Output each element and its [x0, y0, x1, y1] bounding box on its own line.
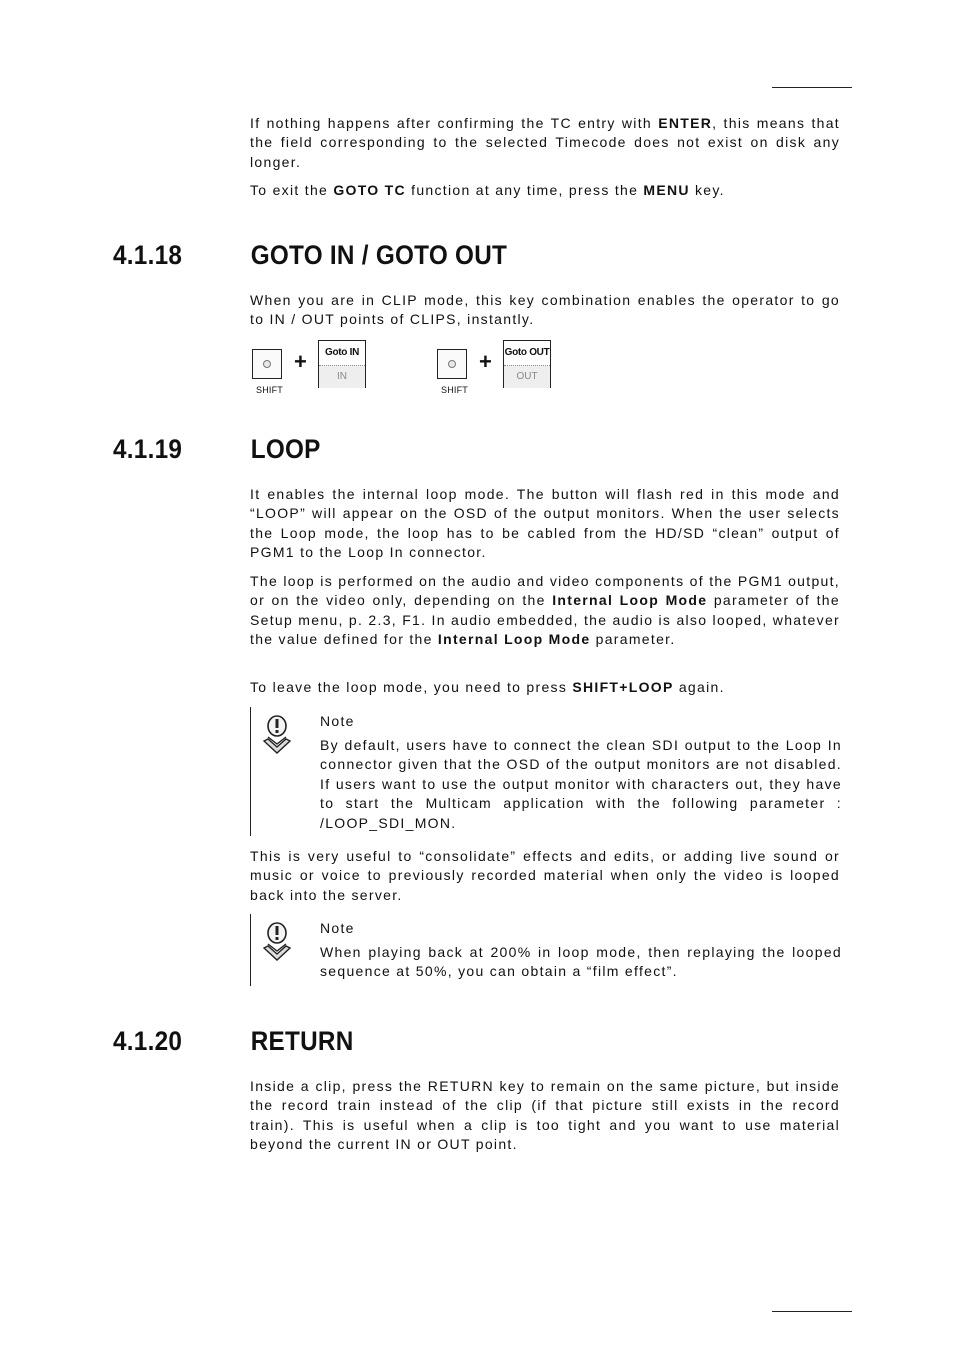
text: again. — [673, 679, 725, 695]
section-title: LOOP — [250, 434, 321, 464]
note-body: When playing back at 200% in loop mode, then replaying the looped sequence at 50%, you can obtain a “film effect”. — [320, 944, 842, 980]
section-title: GOTO IN / GOTO OUT — [250, 240, 508, 270]
goto-in-combination — [250, 340, 370, 396]
section-heading-4-1-19 — [113, 433, 743, 465]
header-rule — [772, 87, 852, 88]
section-title: RETURN — [250, 1026, 354, 1056]
loop-paragraph-3 — [250, 678, 840, 697]
intro-paragraph-1 — [250, 114, 840, 172]
goto-out-key-icon — [503, 340, 551, 388]
intro-paragraph-2 — [250, 181, 840, 200]
shift-key-label: SHIFT — [441, 385, 468, 395]
section-heading-4-1-20 — [113, 1025, 743, 1057]
shift-key-icon — [252, 349, 282, 379]
loop-paragraph-2 — [250, 572, 840, 650]
footer-rule — [772, 1311, 852, 1312]
shift-loop-text: SHIFT+LOOP — [572, 679, 674, 695]
key-top-label: Goto OUT — [504, 341, 550, 366]
note-bar — [250, 707, 251, 836]
internal-loop-mode-text: Internal Loop Mode — [552, 592, 708, 609]
key-top-label: Goto IN — [319, 341, 365, 366]
note-title: Note — [320, 920, 355, 936]
text: If nothing happens after confirming the TC entry with — [250, 115, 659, 131]
key-combination-illustration — [250, 340, 570, 396]
loop-paragraph-1: It enables the internal loop mode. The button will flash red in this mode and “LOOP” will appear on the OSD of the output monitors. When the user selects the Loop mode, the loop has to be cabled from the HD/SD “clean” output of PGM1 to the Loop In connector. — [250, 486, 840, 561]
plus-sign: + — [479, 349, 492, 374]
led-icon — [448, 360, 456, 368]
text: To exit the — [250, 182, 334, 198]
loop-paragraph-4: This is very useful to “consolidate” effects and edits, or adding live sound or music or voice to previously recorded material when only the video is looped back into the server. — [250, 848, 840, 903]
text: key. — [689, 182, 725, 198]
key-bottom-label: OUT — [504, 366, 550, 388]
enter-key-text: ENTER — [658, 115, 713, 131]
section-heading-4-1-18 — [113, 239, 743, 271]
note-bar — [250, 914, 251, 986]
shift-key-label: SHIFT — [256, 385, 283, 395]
note-box-1 — [250, 707, 842, 836]
goto-paragraph: When you are in CLIP mode, this key combination enables the operator to go to IN / OUT points of CLIPS, instantly. — [250, 292, 840, 328]
goto-tc-text: GOTO TC — [333, 182, 406, 198]
section-number: 4.1.18 — [113, 240, 183, 270]
menu-key-text: MENU — [643, 182, 690, 198]
note-box-2 — [250, 914, 842, 986]
text: , this means that the field corresponding to the selected Timecode does not exist on disk any longer. — [250, 115, 840, 170]
shift-key-icon — [437, 349, 467, 379]
text: To leave the loop mode, you need to press — [250, 679, 573, 695]
goto-in-key-icon — [318, 340, 366, 388]
note-body: By default, users have to connect the clean SDI output to the Loop In connector given that the OSD of the output monitors are not disabled. If users want to use the output monitor with characters out, they have to start the Multicam application with the following parameter : /LOOP_SDI_MON. — [320, 737, 842, 831]
section-number: 4.1.20 — [113, 1026, 183, 1056]
text: parameter. — [590, 631, 676, 648]
text: parameter of the Setup menu, p. 2.3, F1. In audio embedded, the audio is also looped, whatever the value defined for the — [250, 592, 840, 648]
note-icon — [260, 713, 296, 757]
key-bottom-label: IN — [319, 366, 365, 388]
return-paragraph: Inside a clip, press the RETURN key to remain on the same picture, but inside the record train instead of the clip (if that picture still exists in the record train). This is useful when a clip is too tight and you want to use material beyond the current IN or OUT point. — [250, 1078, 840, 1153]
plus-sign: + — [294, 349, 307, 374]
led-icon — [263, 360, 271, 368]
text: function at any time, press the — [405, 182, 644, 198]
note-title: Note — [320, 713, 355, 729]
goto-out-combination — [435, 340, 555, 396]
note-icon — [260, 920, 296, 964]
internal-loop-mode-text: Internal Loop Mode — [437, 631, 591, 648]
text: The loop is performed on the audio and video components of the PGM1 output, or on the video only, depending on the — [250, 573, 840, 609]
section-number: 4.1.19 — [113, 434, 183, 464]
